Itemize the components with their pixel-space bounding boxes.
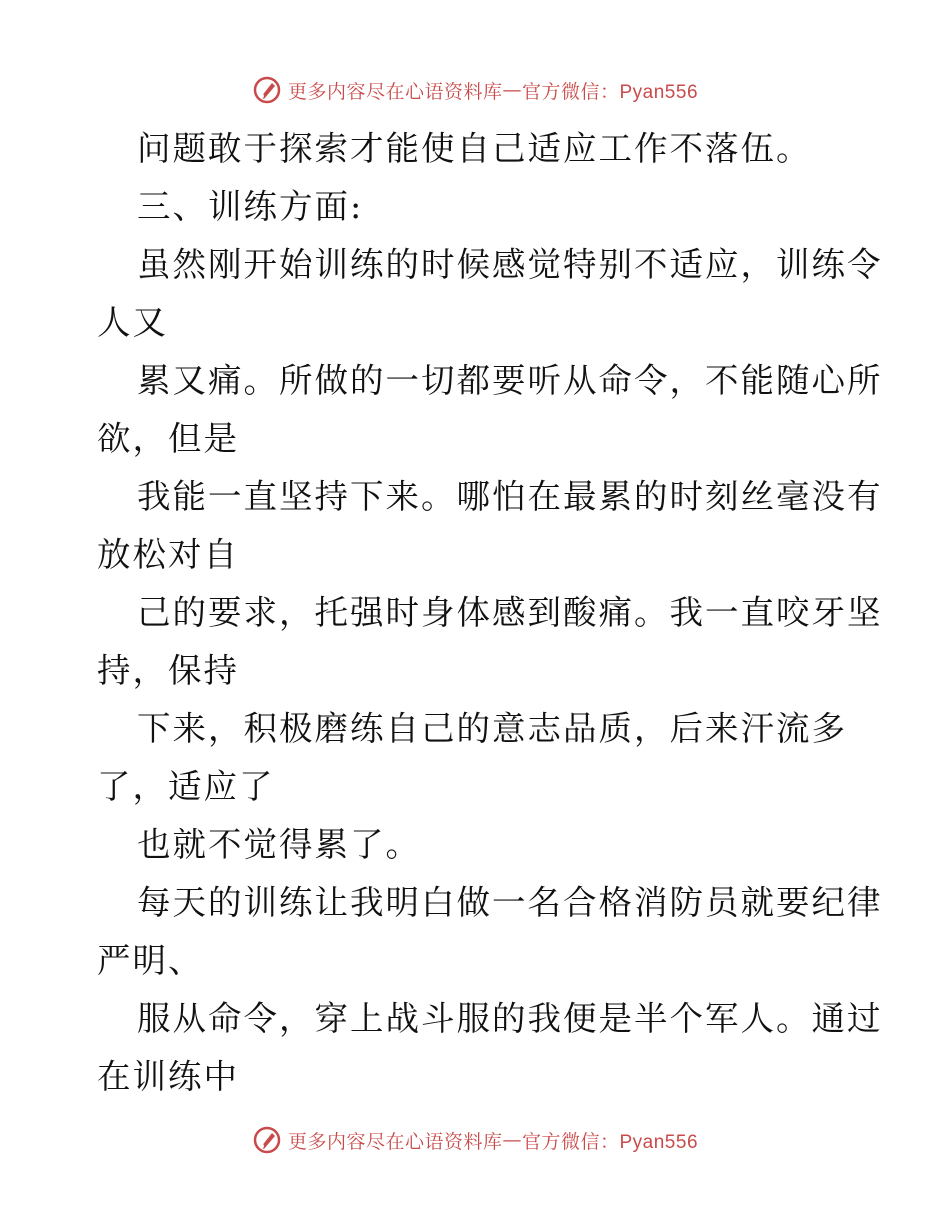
header-banner-wechat: 官方微信：Pyan556 <box>522 81 699 103</box>
text-line: 我能一直坚持下来。哪怕在最累的时刻丝毫没有 <box>137 477 883 516</box>
footer-banner <box>0 1120 950 1160</box>
footer-banner-text: 更多内容尽在心语资料库 <box>287 1130 503 1153</box>
document-body <box>97 120 883 1106</box>
header-banner-text: 更多内容尽在心语资料库 <box>287 80 503 103</box>
text-line: 了，适应了 <box>97 767 275 806</box>
text-line: 服从命令，穿上战斗服的我便是半个军人。通过 <box>137 999 883 1038</box>
footer-banner-wechat: 官方微信：Pyan556 <box>522 1131 699 1153</box>
text-line: 严明、 <box>97 941 204 980</box>
text-line: 也就不觉得累了。 <box>137 825 421 864</box>
text-line: 问题敢于探索才能使自己适应工作不落伍。 <box>137 129 812 168</box>
pen-logo-icon <box>252 1125 282 1155</box>
text-line: 持，保持 <box>97 651 239 690</box>
header-banner-separator: — <box>502 79 522 101</box>
text-line: 放松对自 <box>97 535 239 574</box>
text-line: 欲，但是 <box>97 419 239 458</box>
text-line: 己的要求，托强时身体感到酸痛。我一直咬牙坚 <box>137 593 883 632</box>
text-line: 人又 <box>97 303 168 342</box>
text-line: 每天的训练让我明白做一名合格消防员就要纪律 <box>137 883 883 922</box>
text-line: 下来，积极磨练自己的意志品质，后来汗流多 <box>137 709 847 748</box>
header-banner <box>0 70 950 110</box>
section-heading: 三、训练方面: <box>137 187 364 226</box>
text-line: 累又痛。所做的一切都要听从命令，不能随心所 <box>137 361 883 400</box>
text-line: 在训练中 <box>97 1057 239 1096</box>
pen-logo-icon <box>252 75 282 105</box>
text-line: 虽然刚开始训练的时候感觉特别不适应，训练令 <box>137 245 883 284</box>
footer-banner-separator: — <box>502 1129 522 1151</box>
